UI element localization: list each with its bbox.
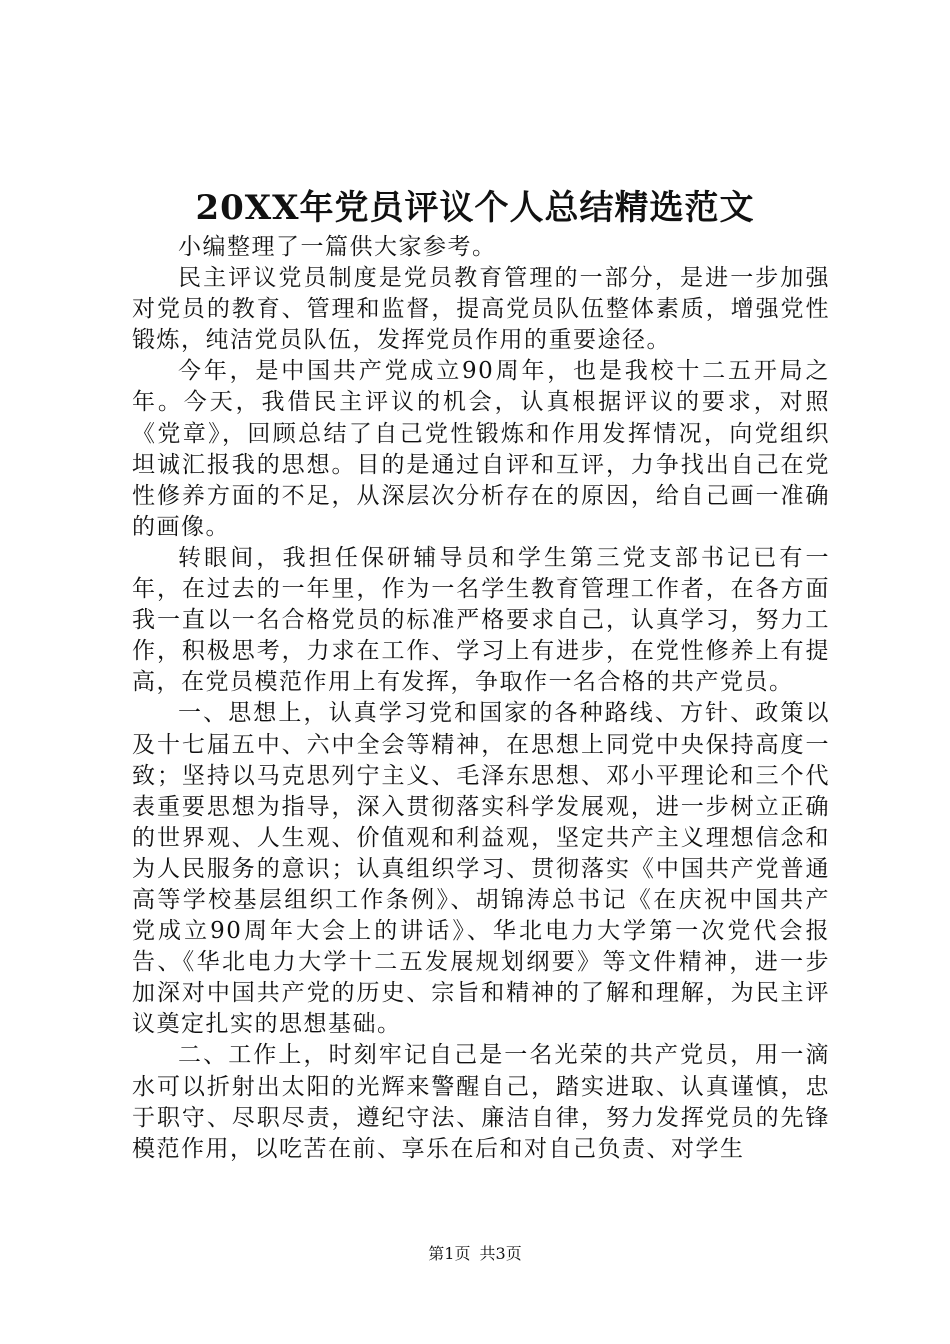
page-footer [0,1244,950,1264]
paragraph-this-year: 今年，是中国共产党成立90周年，也是我校十二五开局之年。今天，我借民主评议的机会，认真根据评议的要求，对照《党章》，回顾总结了自己党性锻炼和作用发挥情况，向党组织坦诚汇报我的思想。目的是通过自评和互评，力争找出自己在党性修养方面的不足，从深层次分析存在的原因，给自己画一准确的画像。 [132,358,830,540]
page-number: 第1页 [428,1244,471,1263]
paragraph-intro: 小编整理了一篇供大家参考。 [178,234,497,260]
paragraph-work: 二、工作上，时刻牢记自己是一名光荣的共产党员，用一滴水可以折射出太阳的光辉来警醒自己，踏实进取、认真谨慎，忠于职守、尽职尽责，遵纪守法、廉洁自律，努力发挥党员的先锋模范作用，以吃苦在前、享乐在后和对自己负责、对学生 [132,1042,830,1162]
paragraph-system: 民主评议党员制度是党员教育管理的一部分，是进一步加强对党员的教育、管理和监督，提高党员队伍整体素质，增强党性锻炼，纯洁党员队伍，发挥党员作用的重要途径。 [132,265,830,354]
page-total: 共3页 [479,1244,522,1263]
document-body [132,232,830,1165]
paragraph-role: 转眼间，我担任保研辅导员和学生第三党支部书记已有一年，在过去的一年里，作为一名学生教育管理工作者，在各方面我一直以一名合格党员的标准严格要求自己，认真学习，努力工作，积极思考，力求在工作、学习上有进步，在党性修养上有提高，在党员模范作用上有发挥，争取作一名合格的共产党员。 [132,544,830,696]
paragraph-thought: 一、思想上，认真学习党和国家的各种路线、方针、政策以及十七届五中、六中全会等精神，在思想上同党中央保持高度一致；坚持以马克思列宁主义、毛泽东思想、邓小平理论和三个代表重要思想为指导，深入贯彻落实科学发展观，进一步树立正确的世界观、人生观、价值观和利益观，坚定共产主义理想信念和为人民服务的意识；认真组织学习、贯彻落实《中国共产党普通高等学校基层组织工作条例》、胡锦涛总书记《在庆祝中国共产党成立90周年大会上的讲话》、华北电力大学第一次党代会报告、《华北电力大学十二五发展规划纲要》等文件精神，进一步加深对中国共产党的历史、宗旨和精神的了解和理解，为民主评议奠定扎实的思想基础。 [132,700,830,1038]
document-title: 20XX年党员评议个人总结精选范文 [195,188,755,228]
